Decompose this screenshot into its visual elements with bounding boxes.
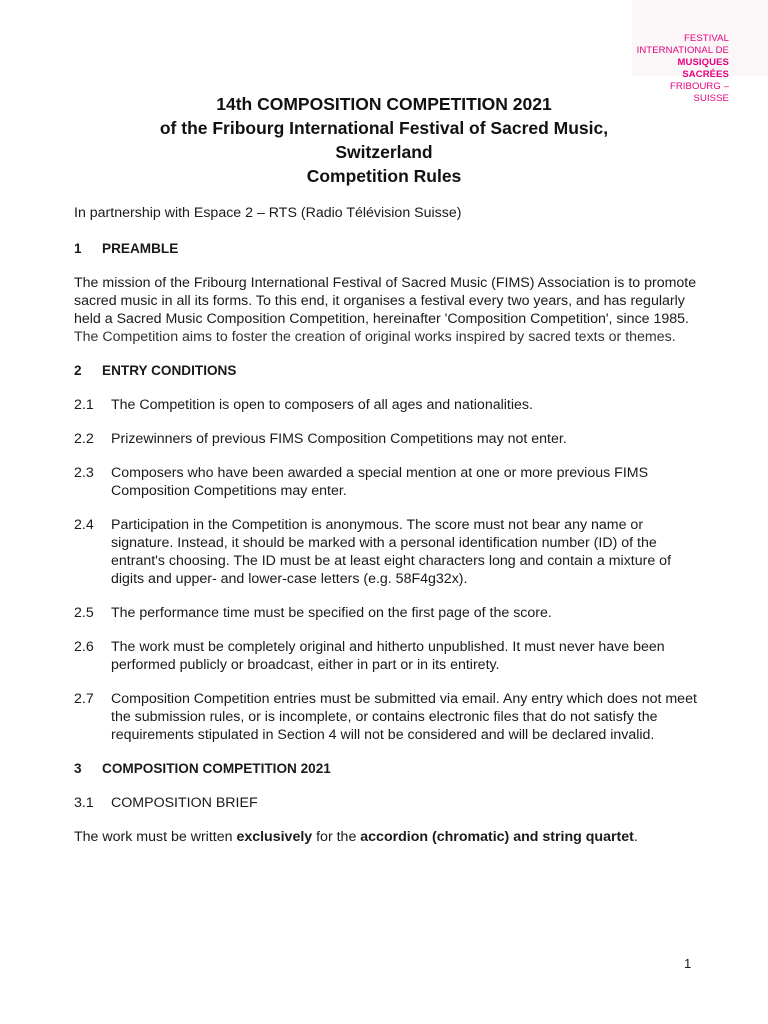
rule-text: The Competition is open to composers of all ages and nationalities. — [111, 397, 533, 413]
rule-number: 2.6 — [74, 639, 94, 655]
preamble-paragraph-2: The Competition aims to foster the creation of original works inspired by sacred texts or themes. — [74, 329, 676, 345]
title-line-1: 14th COMPOSITION COMPETITION 2021 — [216, 94, 552, 114]
rule-number: 2.1 — [74, 397, 94, 413]
rule-item-2-1 — [74, 396, 698, 414]
section-1-heading — [74, 240, 698, 258]
subsection-3-1-heading — [74, 794, 698, 812]
page-number: 1 — [684, 956, 692, 971]
title-line-2: of the Fribourg International Festival of Sacred Music, — [159, 118, 609, 138]
document-body — [74, 204, 698, 846]
brief-emphasis-instruments: accordion (chromatic) and string quartet — [360, 829, 634, 845]
rule-number: 2.7 — [74, 691, 94, 707]
composition-brief — [74, 828, 698, 846]
section-number: 1 — [74, 241, 82, 256]
rule-number: 2.2 — [74, 431, 94, 447]
subsection-number: 3.1 — [74, 795, 94, 811]
section-2-heading — [74, 362, 698, 380]
rule-text: Composition Competition entries must be submitted via email. Any entry which does not meet the submission rules, or is incomplete, or contains electronic files that do not satisfy the requirements stipulated in Section 4 will not be considered and will be declared invalid. — [111, 691, 697, 743]
rule-text: Prizewinners of previous FIMS Composition Competitions may not enter. — [111, 431, 567, 447]
rule-item-2-5 — [74, 604, 698, 622]
rule-item-2-7 — [74, 690, 698, 744]
title-line-3: Switzerland — [335, 142, 433, 162]
logo-line-2: INTERNATIONAL DE — [636, 45, 729, 56]
subsection-title: COMPOSITION BRIEF — [111, 795, 258, 811]
rule-text: The performance time must be specified on the first page of the score. — [111, 605, 552, 621]
section-title: ENTRY CONDITIONS — [102, 363, 237, 378]
logo-line-3: MUSIQUES SACRÉES — [677, 57, 729, 80]
rule-text: Composers who have been awarded a special mention at one or more previous FIMS Composition Competitions may enter. — [111, 465, 649, 499]
brief-text: The work must be written — [74, 829, 237, 845]
section-number: 3 — [74, 761, 82, 776]
section-title: PREAMBLE — [102, 241, 179, 256]
rule-text: Participation in the Competition is anonymous. The score must not bear any name or signature. Instead, it should be marked with a personal identification number (ID) of the entrant's choosing. The ID must be at least eight characters long and contain a mixture of digits and upper- and lower-case letters (e.g. 58F4g32x). — [111, 517, 672, 587]
section-number: 2 — [74, 363, 82, 378]
rule-number: 2.5 — [74, 605, 94, 621]
section-title: COMPOSITION COMPETITION 2021 — [102, 761, 331, 776]
preamble-paragraph-1: The mission of the Fribourg International Festival of Sacred Music (FIMS) Association is to promote sacred music in all its forms. To this end, it organises a festival every two years, and has regularly held a Sacred Music Composition Competition, hereinafter 'Composition Competition', since 1985. — [74, 275, 697, 327]
rule-number: 2.4 — [74, 517, 94, 533]
rule-text: The work must be completely original and hitherto unpublished. It must never have been performed publicly or broadcast, either in part or in its entirety. — [111, 639, 665, 673]
brief-text: for the — [312, 829, 361, 845]
rule-item-2-2 — [74, 430, 698, 448]
logo-line-4: FRIBOURG – SUISSE — [669, 81, 729, 104]
logo-area — [632, 0, 768, 104]
rule-number: 2.3 — [74, 465, 94, 481]
document-title — [0, 92, 768, 188]
title-line-4: Competition Rules — [306, 166, 462, 186]
rule-item-2-3 — [74, 464, 698, 500]
rule-item-2-6 — [74, 638, 698, 674]
brief-text: . — [633, 829, 638, 845]
rule-item-2-4 — [74, 516, 698, 588]
brief-emphasis-exclusively: exclusively — [236, 829, 313, 845]
logo-line-1: FESTIVAL — [684, 33, 729, 44]
partnership-note: In partnership with Espace 2 – RTS (Radio Télévision Suisse) — [74, 205, 462, 221]
section-3-heading — [74, 760, 698, 778]
